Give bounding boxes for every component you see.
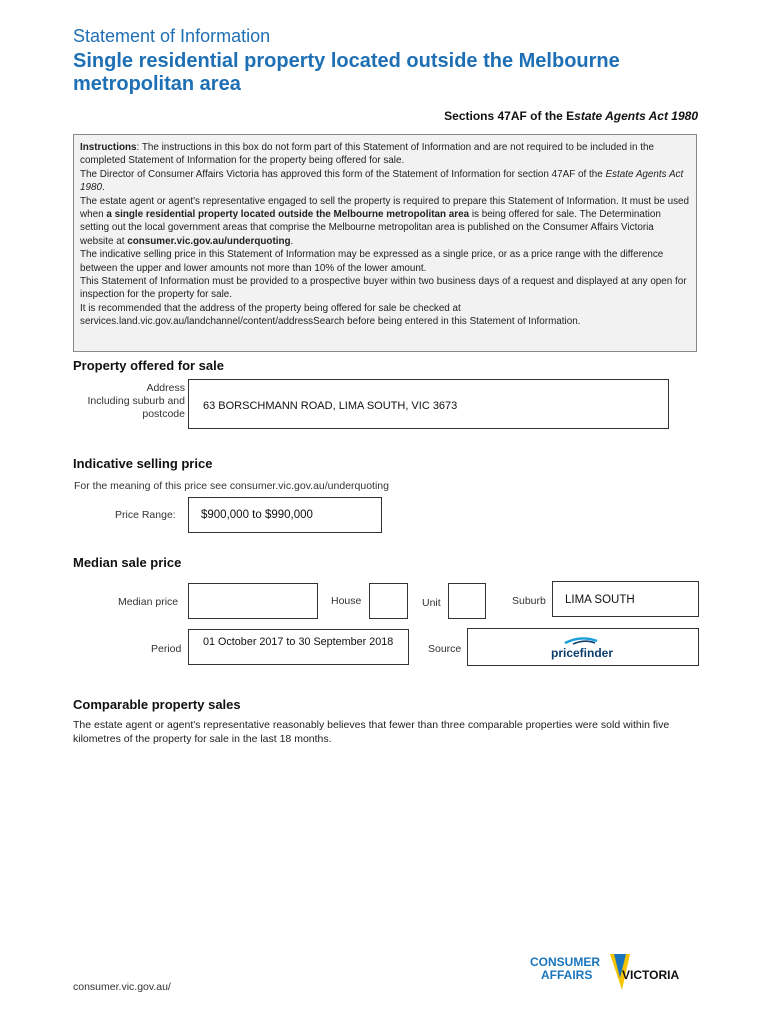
comparable-heading: Comparable property sales bbox=[73, 697, 241, 712]
instructions-emphasis: a single residential property located outside the Melbourne metropolitan area bbox=[106, 209, 470, 221]
instructions-text: The estate agent or agent's representative engaged to sell the property is required to prepare this Statement of Information. It must be used when bbox=[80, 195, 690, 221]
pricefinder-logo bbox=[551, 635, 631, 661]
address-label-line: Including suburb and bbox=[87, 395, 185, 407]
house-label: House bbox=[331, 595, 362, 607]
form-subtitle: Statement of Information bbox=[73, 26, 271, 46]
address-label bbox=[70, 382, 185, 421]
instructions-box bbox=[73, 134, 697, 352]
suburb-label: Suburb bbox=[512, 595, 546, 607]
instructions-para-5: This Statement of Information must be provided to a prospective buyer within two business days of a request and displayed at any open for inspection for the property for sale. bbox=[80, 276, 687, 301]
underquoting-link[interactable]: consumer.vic.gov.au/underquoting bbox=[127, 235, 291, 247]
act-reference-name: state Agents Act 1980 bbox=[574, 109, 698, 123]
median-price-label: Median price bbox=[118, 596, 179, 608]
logo-victoria-text: VICTORIA bbox=[622, 968, 680, 982]
source-label: Source bbox=[428, 643, 462, 655]
median-price-field[interactable] bbox=[188, 583, 318, 619]
pricefinder-logo-text: pricefinder bbox=[551, 646, 614, 660]
address-label-line: postcode bbox=[142, 408, 185, 420]
period-label: Period bbox=[151, 643, 182, 655]
period-field[interactable]: 01 October 2017 to 30 September 2018 bbox=[188, 629, 409, 665]
instructions-text: . bbox=[101, 182, 105, 194]
instructions-text: is being offered for sale. The Determination setting out the local government areas that comprise the Melbourne metropolitan area is published on the Consumer Affairs Victoria website at bbox=[80, 209, 661, 247]
house-checkbox[interactable] bbox=[369, 583, 408, 619]
instructions-para-1 bbox=[80, 141, 690, 168]
indicative-heading: Indicative selling price bbox=[73, 456, 213, 471]
address-label-line: Address bbox=[146, 382, 185, 394]
page-title: Single residential property located outside the Melbourne metropolitan area bbox=[73, 50, 620, 95]
act-reference bbox=[444, 109, 698, 123]
price-meaning-note: For the meaning of this price see consumer.vic.gov.au/underquoting bbox=[74, 480, 389, 492]
instructions-label: Instructions bbox=[80, 142, 137, 153]
instructions-text: The Director of Consumer Affairs Victoria has approved this form of the Statement of Information for section 47AF of the bbox=[80, 168, 606, 180]
logo-affairs-text: AFFAIRS bbox=[541, 968, 593, 982]
instructions-para-2 bbox=[80, 168, 690, 195]
logo-consumer-text: CONSUMER bbox=[530, 955, 601, 969]
footer-url[interactable]: consumer.vic.gov.au/ bbox=[73, 981, 171, 993]
instructions-text: . bbox=[290, 235, 294, 247]
unit-checkbox[interactable] bbox=[448, 583, 486, 619]
price-range-field[interactable]: $900,000 to $990,000 bbox=[188, 497, 382, 533]
median-heading: Median sale price bbox=[73, 555, 182, 570]
instructions-para-3 bbox=[80, 195, 690, 249]
price-range-label: Price Range: bbox=[115, 509, 176, 521]
address-field[interactable]: 63 BORSCHMANN ROAD, LIMA SOUTH, VIC 3673 bbox=[188, 379, 669, 429]
act-name: Estate Agents Act 1980 bbox=[80, 168, 684, 194]
act-reference-prefix: Sections 47AF of the E bbox=[444, 109, 575, 123]
comparable-statement: The estate agent or agent's representative reasonably believes that fewer than three comparable properties were sold within five kilometres of the property for sale in the last 18 months. bbox=[73, 719, 670, 745]
instructions-text: : The instructions in this box do not form part of this Statement of Information and are not required to be included in the completed Statement of Information for the property being offered for sale. bbox=[80, 142, 654, 167]
consumer-affairs-victoria-logo bbox=[530, 950, 695, 994]
unit-label: Unit bbox=[422, 597, 441, 609]
instructions-para-4: The indicative selling price in this Statement of Information may be expressed as a single price, or as a price range with the difference between the upper and lower amounts not more than 10% of the lower amount. bbox=[80, 249, 664, 274]
instructions-para-6: It is recommended that the address of the property being offered for sale be checked at services.land.vic.gov.au/landchannel/content/addressSearch before being entered in this Statement of Information. bbox=[80, 302, 581, 328]
property-heading: Property offered for sale bbox=[73, 358, 224, 373]
suburb-field[interactable]: LIMA SOUTH bbox=[552, 581, 699, 617]
source-field[interactable] bbox=[467, 628, 699, 666]
